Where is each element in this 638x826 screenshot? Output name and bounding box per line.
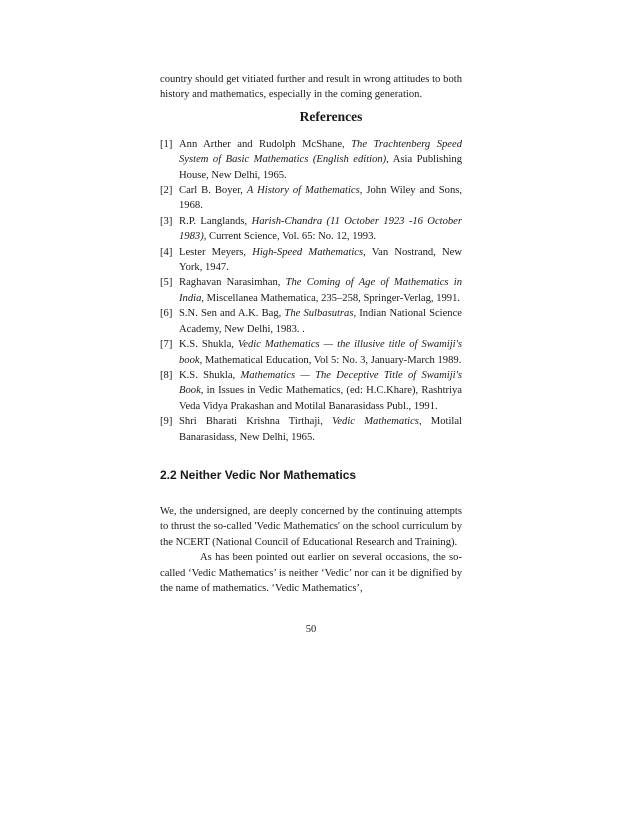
reference-title: Harish-Chandra (11 October 1923 -16 October 1983) [179, 215, 463, 243]
reference-publication: , Motilal Banarasidass, New Delhi, 1965. [179, 416, 462, 443]
reference-title: A History of Mathematics [246, 185, 360, 197]
reference-number: [5] [160, 277, 173, 289]
reference-title: The Coming of Age of Mathematics in India [179, 277, 462, 304]
reference-author: Ann Arther and Rudolph McShane, [179, 138, 352, 150]
reference-author: R.P. Langlands, [179, 215, 252, 227]
reference-title: The Sulbasutras [284, 308, 354, 320]
reference-title: Vedic Mathematics [332, 416, 419, 428]
reference-text [179, 137, 462, 183]
reference-number: [8] [160, 369, 173, 381]
reference-publication: , Current Science, Vol. 65: No. 12, 1993. [203, 231, 377, 243]
reference-item [160, 368, 462, 414]
reference-item [160, 275, 462, 306]
reference-text [179, 337, 462, 368]
reference-number: [9] [160, 416, 173, 428]
reference-publication: , Indian National Science Academy, New Delhi, 1983. . [179, 308, 463, 335]
reference-author: K.S. Shukla, [179, 339, 238, 351]
reference-item [160, 183, 462, 214]
reference-publication: , John Wiley and Sons, 1968. [179, 185, 463, 212]
reference-number: [1] [160, 138, 173, 150]
reference-text [179, 414, 462, 445]
reference-author: K.S. Shukla, [179, 369, 241, 381]
reference-publication: , Van Nostrand, New York, 1947. [179, 246, 462, 274]
reference-number: [3] [160, 215, 173, 227]
reference-author: Lester Meyers, [179, 246, 253, 258]
reference-item [160, 414, 462, 445]
reference-text [179, 183, 462, 214]
reference-title: Mathematics — The Deceptive Title of Swamiji's Book [179, 369, 463, 397]
reference-author: S.N. Sen and A.K. Bag, [179, 308, 285, 320]
section-paragraph-1: We, the undersigned, are deeply concerned by the continuing attempts to thrust the so-called 'Vedic Mathematics' on the school curriculum by the NCERT (National Council of Educational Research and Training). [160, 505, 462, 548]
reference-publication: , Asia Publishing House, New Delhi, 1965. [179, 154, 463, 181]
reference-item [160, 214, 462, 245]
reference-publication: , in Issues in Vedic Mathematics, (ed: H.C.Khare), Rashtriya Veda Vidya Prakashan and Motilal Banarasidass Publ., 1991. [179, 385, 462, 412]
reference-text [179, 214, 462, 245]
reference-author: Carl B. Boyer, [179, 185, 247, 197]
reference-item [160, 245, 462, 276]
reference-publication: , Miscellanea Mathematica, 235–258, Springer-Verlag, 1991. [201, 292, 461, 304]
reference-item [160, 337, 462, 368]
references-list [160, 137, 462, 445]
references-heading: References [299, 108, 363, 124]
reference-text [179, 245, 462, 276]
reference-publication: , Mathematical Education, Vol 5: No. 3, January-March 1989. [199, 354, 462, 366]
reference-text [179, 368, 462, 414]
section-heading: 2.2 Neither Vedic Nor Mathematics [160, 467, 357, 482]
reference-title: Vedic Mathematics — the illusive title of Swamiji's book [179, 339, 462, 366]
reference-item [160, 306, 462, 337]
reference-text [179, 306, 462, 337]
intro-paragraph: country should get vitiated further and result in wrong attitudes to both history and mathematics, especially in the coming generation. [160, 74, 462, 101]
reference-title: The Trachtenberg Speed System of Basic Mathematics (English edition) [179, 138, 462, 166]
page-number: 50 [305, 624, 317, 635]
reference-number: [6] [160, 308, 173, 320]
reference-number: [7] [160, 339, 173, 351]
reference-title: High-Speed Mathematics [252, 246, 364, 258]
reference-author: Shri Bharati Krishna Tirthaji, [179, 416, 333, 428]
section-paragraph-2: As has been pointed out earlier on several occasions, the so-called ‘Vedic Mathematics’ is neither ‘Vedic’ nor can it be dignified by the name of mathematics. ‘Vedic Mathematics’, [160, 552, 462, 594]
reference-number: [4] [160, 246, 173, 258]
document-page [160, 72, 462, 596]
reference-number: [2] [160, 185, 173, 197]
reference-text [179, 275, 462, 306]
reference-item [160, 137, 462, 183]
reference-author: Raghavan Narasimhan, [179, 277, 286, 289]
